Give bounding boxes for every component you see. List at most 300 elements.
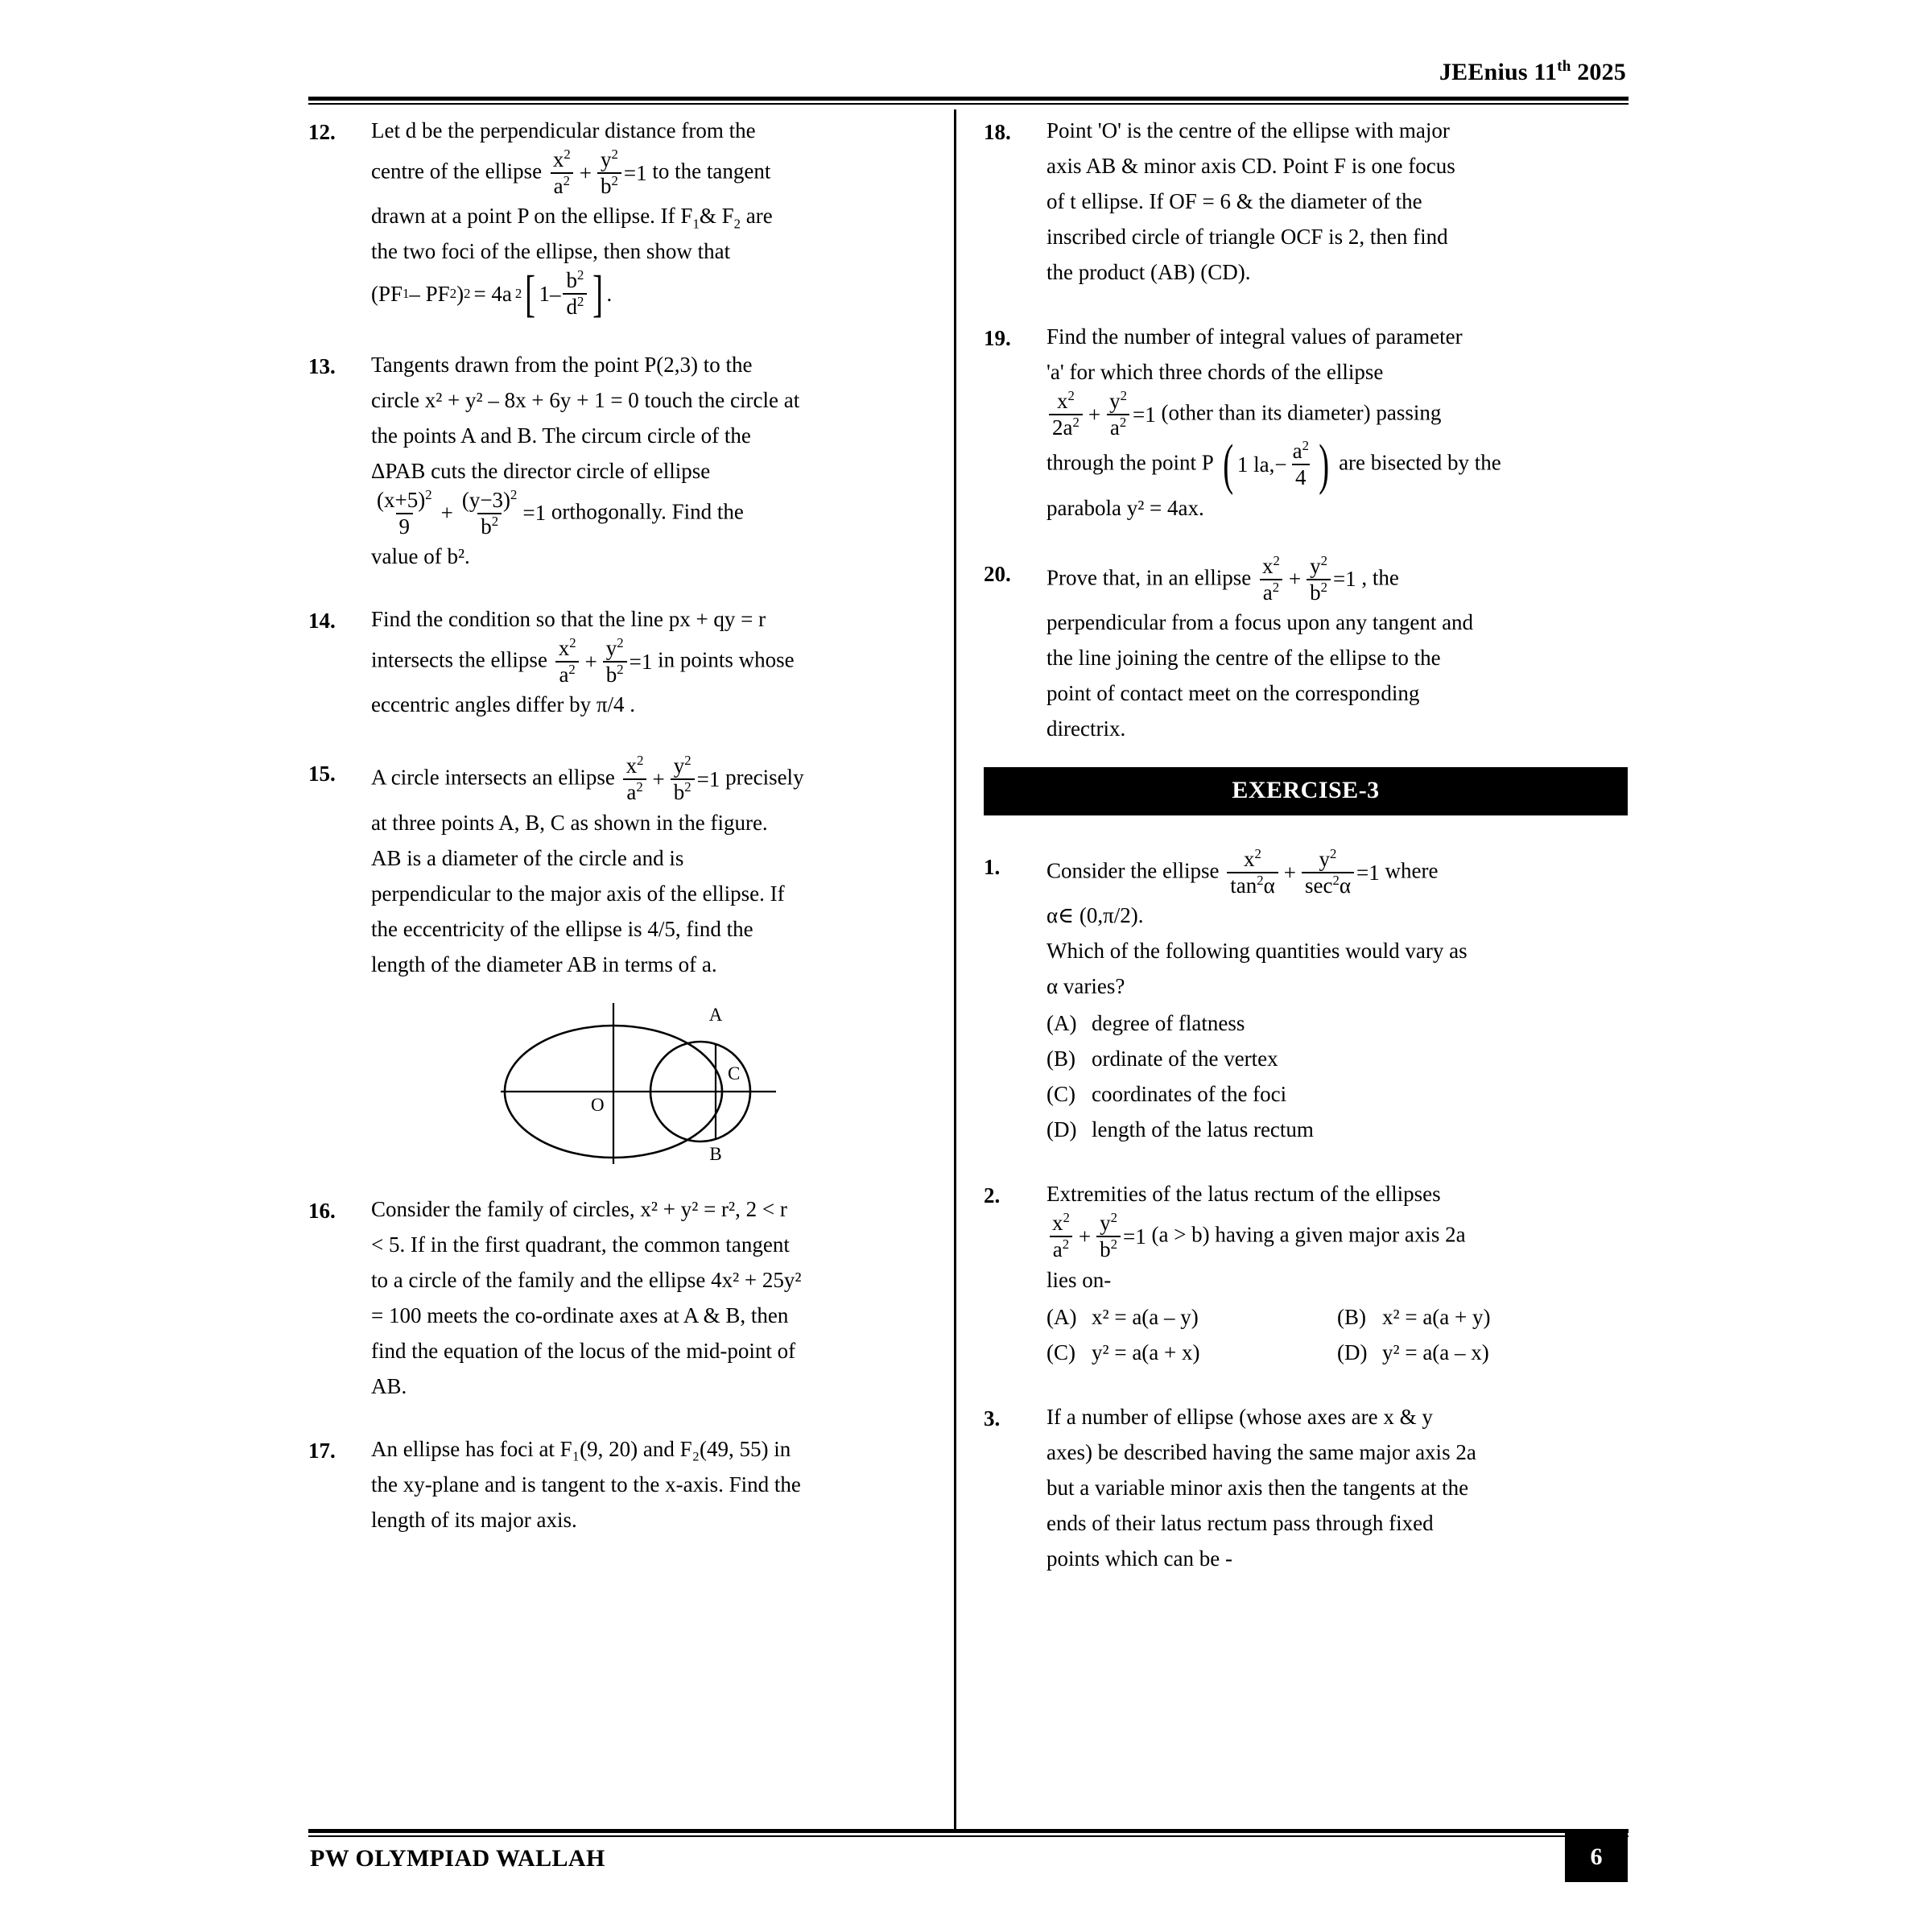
question-13 [308,347,952,574]
q19-line4-suffix: are bisected by the [1339,450,1501,475]
var-y: y [601,147,612,171]
shifted-ellipse-equation [371,486,547,539]
exponent: 2 [1257,873,1264,889]
point-p-coordinates [1219,432,1334,496]
q19-line5: parabola y² = 4ax. [1046,495,1204,520]
q12-line1: Let d be the perpendicular distance from the [371,118,756,142]
option-text: y² = a(a + x) [1092,1340,1200,1364]
q15-line4: perpendicular to the major axis of the ellipse. If [371,881,785,906]
q14-line3: eccentric angles differ by π/4 . [371,692,635,717]
ex3q1-line1 [1046,845,1628,898]
var-b: b [605,663,617,687]
ellipse-tan-sec-equation [1224,845,1380,898]
exponent: 2 [1072,415,1080,431]
figure-svg [493,997,831,1166]
var-a: a [1292,439,1302,464]
exercise3-question-3 [984,1399,1628,1576]
q19-line1: Find the number of integral values of parameter [1046,324,1463,349]
option-tag: (A) [1046,1011,1077,1036]
exercise3-question-1 [984,845,1628,1147]
var-y: y [1319,846,1331,871]
q16-line3: to a circle of the family and the ellipse 4x² + 25y² [371,1267,802,1292]
ex3q1-line1-suffix: where [1385,858,1439,883]
equals-one: =1 [623,160,647,185]
fraction-denominator [623,778,646,804]
question-14 [308,601,952,722]
option-text: ordinate of the vertex [1092,1046,1278,1071]
ellipse-standard-equation [553,634,653,687]
ex3q3-line2: axes) be described having the same major axis 2a [1046,1439,1476,1464]
question-body [371,601,952,722]
fraction-numerator [623,754,647,778]
plus-sign: + [584,649,597,674]
header-rule-thin [308,103,1629,105]
pf1-lhs: (PF [371,281,403,306]
plus-sign: + [1078,1224,1092,1249]
exponent: 2 [684,753,691,769]
fraction-y2-over-a2 [1106,390,1130,440]
q15-line6: length of the diameter AB in terms of a. [371,952,717,976]
var-x: x [1056,389,1068,413]
option-a[interactable] [1046,1005,1628,1041]
ex3q3-line5: points which can be - [1046,1546,1232,1571]
close-paren: ) [456,281,464,306]
exponent: 2 [1320,552,1327,568]
option-row-2 [1046,1335,1628,1370]
option-b[interactable] [1046,1041,1628,1076]
q13-line5 [371,486,952,539]
option-text: coordinates of the foci [1092,1082,1287,1107]
question-number: 13. [308,353,336,378]
q14-line2-prefix: intersects the ellipse [371,647,547,672]
ex3q1-line4: α varies? [1046,974,1125,999]
q18-line4: inscribed circle of triangle OCF is 2, then find [1046,225,1448,249]
var-b: b [1310,580,1321,605]
ex3q2-line2-suffix: (a > b) having a given major axis 2a [1151,1222,1466,1247]
fraction-yminus3-squared-over-b2 [459,486,521,539]
var-a: a [559,663,569,687]
var-x: x [1244,846,1255,871]
var-a: a [1052,1237,1063,1262]
option-c[interactable] [1046,1335,1337,1370]
exponent: 2 [425,486,432,502]
ex3q2-line1: Extremities of the latus rectum of the ellipses [1046,1182,1441,1207]
fraction-y2-over-b2 [597,148,621,198]
q19-line3-suffix: (other than its diameter) passing [1161,400,1442,425]
alpha-symbol: α [1263,873,1275,898]
var-y: y [605,635,617,660]
fraction-denominator [1096,1236,1121,1261]
left-column [308,113,952,1558]
question-body [1046,1176,1628,1369]
question-body [1046,113,1628,290]
q17-line3: length of its major axis. [371,1507,577,1532]
exponent: 2 [563,173,571,189]
ex3q1-line1-prefix: Consider the ellipse [1046,858,1220,883]
q15-line1-suffix: precisely [725,765,804,790]
q20-line5: directrix. [1046,716,1126,741]
question-18 [984,113,1628,290]
q20-line3: the line joining the centre of the ellipse to the [1046,645,1441,670]
fraction-x2-over-a2 [550,148,574,198]
q15-line1-prefix: A circle intersects an ellipse [371,765,615,790]
exponent: 2 [637,753,644,769]
fraction-y2-over-b2 [603,634,627,687]
fraction-numerator [459,486,521,513]
option-text: length of the latus rectum [1092,1117,1314,1142]
q12-line4: the two foci of the ellipse, then show that [371,239,731,264]
fraction-denominator [603,661,627,687]
point-x-coordinate: 1 la,− [1236,452,1287,477]
var-b: b [1100,1237,1111,1262]
question-number: 19. [984,326,1011,350]
ellipse-circle-figure [371,997,952,1166]
option-tag: (B) [1337,1304,1366,1329]
exponent: 2 [1063,1210,1070,1226]
exponent: 2 [1332,873,1340,889]
expr-y-minus-3: (y−3) [461,487,511,512]
fraction-denominator: 9 [396,513,414,539]
ex3q3-line3: but a variable minor axis then the tangents at the [1046,1475,1469,1500]
exponent: 2 [491,513,499,529]
q19-line2: 'a' for which three chords of the ellipse [1046,360,1384,384]
q20-line4: point of contact meet on the corresponding [1046,680,1420,705]
fraction-x2-over-2a2 [1049,390,1083,440]
q15-line2: at three points A, B, C as shown in the figure. [371,810,768,835]
ex3q2-line3: lies on- [1046,1267,1112,1292]
fraction-numerator [1054,390,1078,414]
plus-sign: + [1288,567,1302,592]
option-text: x² = a(a – y) [1092,1304,1199,1329]
figure-label-O: O [591,1094,605,1115]
q16-line2: < 5. If in the first quadrant, the common tangent [371,1232,790,1257]
header-rule-thick [308,97,1629,101]
option-row-1 [1046,1299,1628,1335]
q15-line3: AB is a diameter of the circle and is [371,845,684,870]
exponent: 2 [1254,845,1261,861]
equals-4a2: = 4a [473,281,512,306]
equals-one: =1 [1122,1224,1146,1249]
var-a: a [626,780,637,805]
fraction-a2-over-4 [1290,440,1312,489]
plus-sign: + [440,501,453,526]
exponent: 2 [636,779,643,795]
q17-line2: the xy-plane and is tangent to the x-axis. Find the [371,1472,801,1496]
exponent: 2 [568,662,576,678]
fraction-numerator [1307,552,1331,579]
fraction-denominator [597,172,621,198]
q19-line4-prefix: through the point P [1046,450,1213,475]
fraction-numerator [597,148,621,172]
fraction-numerator [1096,1212,1121,1236]
question-17 [308,1431,952,1538]
exponent: 2 [1119,415,1127,431]
question-19 [984,319,1628,526]
fraction-x2-over-a2 [555,634,580,687]
expr-2a: 2a [1052,415,1073,440]
fraction-y2-over-b2 [671,754,695,804]
var-a: a [1262,580,1273,605]
exponent: 2 [564,147,571,162]
q12-line3-b: & F [699,204,734,229]
exponent: 2 [1067,388,1075,403]
question-body [371,1431,952,1538]
option-tag: (B) [1046,1046,1075,1071]
exponent: 2 [576,294,584,310]
var-b: b [566,268,577,293]
column-divider [954,109,956,1829]
var-y: y [673,753,685,778]
exponent: 2 [1110,1236,1117,1253]
exponent: 2 [1320,579,1327,595]
equals-one: =1 [1332,567,1356,592]
option-d[interactable] [1046,1112,1628,1147]
q12-line3 [371,198,952,233]
question-number: 16. [308,1198,336,1223]
q13-line3: the points A and B. The circum circle of the [371,423,751,448]
q12-line3-c: are [740,204,773,229]
exponent: 2 [1272,579,1280,595]
exponent: 2 [617,634,624,650]
exponent: 2 [1330,845,1337,861]
q18-line5: the product (AB) (CD). [1046,260,1251,284]
fraction-denominator [1049,414,1083,440]
q18-line3: of t ellipse. If OF = 6 & the diameter of the [1046,189,1422,213]
footer-brand: PW OLYMPIAD WALLAH [310,1845,605,1872]
fraction-numerator [1316,845,1340,872]
header-title-ordinal: th [1557,58,1571,75]
fraction-numerator [550,148,574,172]
var-a: a [1109,415,1120,440]
question-body [1046,1399,1628,1576]
q14-line1: Find the condition so that the line px + qy = r [371,606,766,631]
fraction-numerator [374,486,436,513]
q16-line1: Consider the family of circles, x² + y² = r², 2 < r [371,1196,787,1221]
plus-sign: + [1283,860,1296,885]
q16-line5: find the equation of the locus of the mid-point of [371,1338,796,1363]
ex3q3-line4: ends of their latus rectum pass through fixed [1046,1510,1434,1535]
alpha-symbol: α [1339,873,1351,898]
ellipse-standard-equation [1046,1212,1146,1261]
ex3q2-options [1046,1299,1628,1370]
var-b: b [601,174,612,199]
fraction-denominator [1107,414,1129,440]
q12-line2-prefix: centre of the ellipse [371,159,543,184]
subscript-2: 2 [733,216,741,232]
equals-one: =1 [522,501,547,526]
fraction-denominator [551,172,573,198]
fraction-numerator [1259,552,1283,579]
left-bracket: [ [525,265,536,323]
figure-label-A: A [708,1004,723,1025]
question-number: 1. [984,854,1001,879]
exponent: 2 [510,486,518,502]
header-title-year: 2025 [1577,59,1626,85]
period: . [606,281,613,306]
q16-line6: AB. [371,1373,407,1398]
var-y: y [1100,1211,1111,1236]
fraction-numerator [671,754,695,778]
exponent: 2 [576,267,584,283]
question-number: 3. [984,1406,1001,1430]
question-15 [308,754,952,1170]
q13-line1: Tangents drawn from the point P(2,3) to the [371,352,753,377]
exercise-3-banner: EXERCISE-3 [984,767,1628,815]
question-number: 14. [308,608,336,633]
option-tag: (C) [1046,1340,1075,1364]
var-a: a [553,174,564,199]
q13-line2: circle x² + y² – 8x + 6y + 1 = 0 touch the circle at [371,387,800,412]
exponent: 2 [684,779,691,795]
plus-sign: + [579,160,592,185]
equals-one: =1 [1132,402,1156,427]
fraction-x2-over-a2 [1259,552,1283,605]
q19-line4 [1046,432,1628,496]
right-bracket: ] [592,265,604,323]
ex3q3-line1: If a number of ellipse (whose axes are x & y [1046,1404,1433,1429]
fraction-denominator [1227,872,1278,898]
q19-line3 [1046,390,1628,440]
var-y: y [1109,389,1121,413]
option-c[interactable] [1046,1076,1628,1112]
expr-x-plus-5: (x+5) [377,487,426,512]
fraction-xplus5-squared-over-9 [374,486,436,539]
exponent: 2 [569,634,576,650]
question-16 [308,1191,952,1404]
q13-line4: ΔPAB cuts the director circle of ellipse [371,458,711,483]
q18-line2: axis AB & minor axis CD. Point F is one focus [1046,154,1455,178]
fraction-denominator [563,293,587,319]
exponent: 2 [1062,1236,1070,1253]
exponent: 2 [617,662,624,678]
var-x: x [1052,1211,1063,1236]
fraction-y2-over-b2 [1096,1212,1121,1261]
fraction-numerator [1049,1212,1073,1236]
plus-sign: + [652,766,665,791]
var-b: b [673,780,685,805]
option-text: y² = a(a – x) [1382,1340,1489,1364]
footer-rule-thin [308,1835,1629,1837]
fraction-x2-over-tan2alpha [1227,845,1278,898]
page-header [306,58,1626,86]
q14-line2 [371,634,952,687]
q20-line1-suffix: , the [1361,564,1399,589]
figure-label-C: C [728,1063,741,1084]
question-body [371,1191,952,1404]
option-tag: (C) [1046,1082,1075,1107]
fraction-denominator [1050,1236,1072,1261]
q20-line1-prefix: Prove that, in an ellipse [1046,564,1252,589]
fraction-y2-over-b2 [1307,552,1331,605]
exponent: 2 [611,147,618,162]
q20-line2: perpendicular from a focus upon any tangent and [1046,609,1474,634]
option-d[interactable] [1337,1335,1628,1370]
q16-line4: = 100 meets the co-ordinate axes at A & B, then [371,1302,789,1327]
fraction-denominator [1302,872,1354,898]
ellipse-standard-equation [621,754,720,804]
q12-line2-suffix: to the tangent [652,159,771,184]
fraction-denominator [671,778,695,804]
question-body [371,113,952,323]
figure-label-B: B [709,1143,722,1164]
question-number: 17. [308,1438,336,1463]
option-tag: (A) [1046,1304,1077,1329]
fraction-denominator [477,513,502,539]
fraction-denominator [555,661,578,687]
right-column [984,113,1628,1597]
exercise3-question-2 [984,1176,1628,1369]
question-body [1046,552,1628,746]
fraction-denominator: 4 [1292,464,1310,489]
question-number: 15. [308,762,336,786]
var-b: b [481,514,492,539]
question-number: 18. [984,120,1011,144]
q17-line1: An ellipse has foci at F₁(9, 20) and F₂(49, 55) in [371,1436,791,1461]
one-minus: 1– [539,281,561,306]
fraction-y2-over-sec2alpha [1302,845,1354,898]
fraction-x2-over-a2 [623,754,647,804]
ellipse-standard-equation [1257,552,1356,605]
left-paren: ( [1222,432,1233,496]
ex3q1-options [1046,1005,1628,1147]
header-title-main: JEEnius 11 [1439,59,1558,85]
option-b[interactable] [1337,1299,1628,1335]
right-paren: ) [1319,432,1330,496]
fraction-x2-over-a2 [1049,1212,1073,1261]
option-text: x² = a(a + y) [1382,1304,1491,1329]
q12-line3-a: drawn at a point P on the ellipse. If F [371,204,693,229]
q20-line1 [1046,552,1628,605]
q15-line5: the eccentricity of the ellipse is 4/5, find the [371,916,753,941]
exponent: 2 [611,173,618,189]
var-y: y [1310,553,1321,578]
fraction-numerator [1290,440,1312,464]
option-a[interactable] [1046,1299,1337,1335]
q13-line5-suffix: orthogonally. Find the [551,498,744,523]
q18-line1: Point 'O' is the centre of the ellipse with major [1046,118,1450,142]
ex3q1-line2: α∈ (0,π/2). [1046,903,1144,928]
fraction-denominator [1260,579,1282,605]
fraction-numerator [1241,845,1265,872]
tan-function: tan [1230,873,1257,898]
question-20 [984,552,1628,746]
fraction-numerator [603,634,627,661]
question-12 [308,113,952,323]
plus-sign: + [1088,402,1101,427]
exponent: 2 [1273,552,1280,568]
var-d: d [566,295,577,320]
page-number-badge: 6 [1565,1832,1628,1882]
ellipse-2a2-a2-equation [1046,390,1156,440]
pf-minus: – PF [409,281,450,306]
question-number: 20. [984,561,1011,586]
q15-line1 [371,754,952,804]
var-x: x [1261,553,1274,578]
pf-difference-identity: (PF 1 – PF 2 ) 2 = 4a 2 [ 1– $\frac{b^2}{d^2}$ ] . [371,265,613,323]
sec-function: sec [1304,873,1333,898]
q12-line5-formula [371,265,952,323]
var-x: x [552,147,564,171]
var-x: x [558,635,570,660]
question-number: 12. [308,120,336,144]
q14-line2-suffix: in points whose [658,647,795,672]
fraction-denominator [1307,579,1331,605]
exponent: 2 [1302,438,1309,454]
exponent: 2 [1120,388,1127,403]
q12-line2 [371,148,952,198]
q13-line6: value of b². [371,543,470,568]
question-body [1046,845,1628,1147]
